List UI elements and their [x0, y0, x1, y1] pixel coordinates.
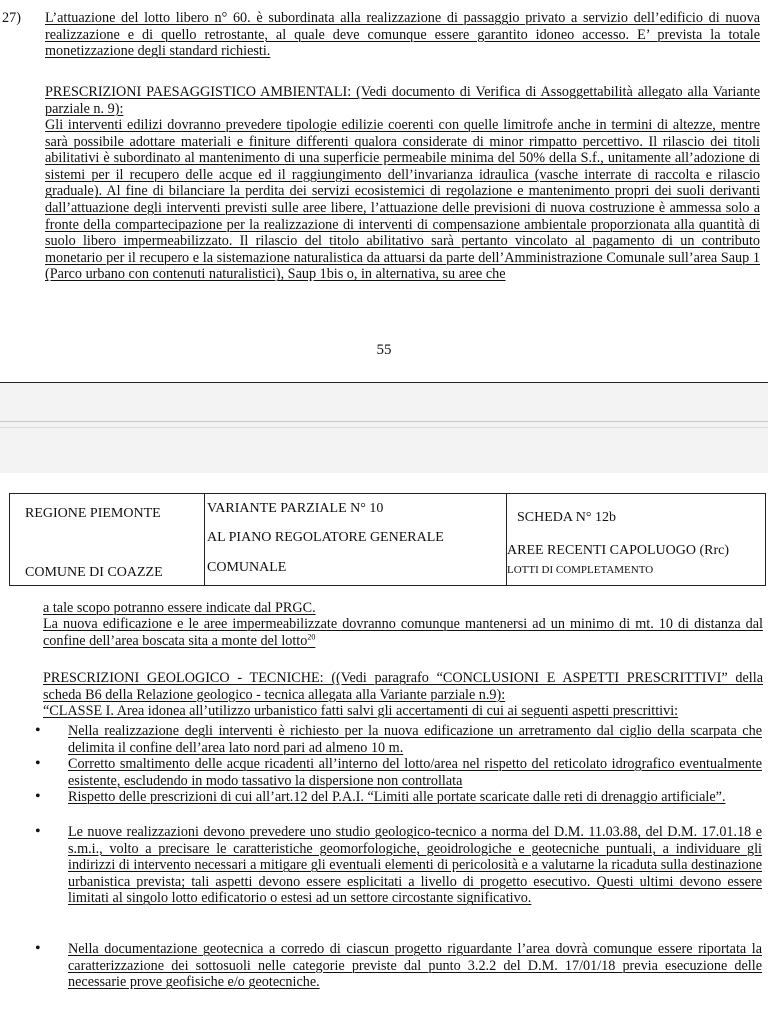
document-header-table: [9, 493, 766, 586]
page-divider: [0, 421, 768, 422]
bullet-item: Corretto smaltimento delle acque ricadenti all’interno del lotto/area nel rispetto del reticolato idrografico eventualmente esistente, escludendo in modo tassativo la dispersione non controllata: [68, 756, 762, 789]
bullet-item: Le nuove realizzazioni devono prevedere uno studio geologico-tecnico a norma del D.M. 11.03.88, del D.M. 17.01.18 e s.m.i., volto a precisare le caratteristiche geomorfologiche, geoidrologiche e geotecniche puntuali, a individuare gli indirizzi di intervento necessari a mitigare gli eventuali elementi di pericolosità e a valutarne la ricaduta sulla destinazione urbanistica prevista; tali aspetti devono essere esplicitati a livello di progetto esecutivo. Questi ultimi devono essere limitati al singolo lotto edificatorio o estesi ad un settore circostante significativo.: [68, 824, 762, 907]
page-gap: [0, 383, 768, 473]
landscape-prescriptions-body: Gli interventi edilizi dovranno prevedere tipologie edilizie coerenti con quelle limitrofe anche in termini di altezze, mentre sarà possibile adottare materiali e finiture differenti qualora considerate di minor rimpatto percettivo. Il rilascio dei titoli abilitativi è subordinato al mantenimento di una superficie permeabile minima del 50% della S.f., unitamente all’adozione di sistemi per il recupero delle acque ed il raggiungimento dell’invarianza idraulica (vasche interrate di raccolta e rilascio graduale). Al fine di bilanciare la perdita dei servizi ecosistemici di regolazione e mantenimento propri dei suoli derivanti dall’attuazione degli interventi previsti sulle aree libere, l’attuazione delle previsioni di nuova costruzione è ammessa solo a fronte della compartecipazione per la realizzazione di interventi di compensazione ambientale proporzionata alla quantità di suolo libero impermeabilizzato. Il rilascio del titolo abilitativo sarà pertanto vincolato al pagamento di un contributo monetario per il recupero e la sistemazione naturalistica da attuarsi da parte dell’Amministrazione Comunale sull’area Saup 1 (Parco urbano con contenuti naturalistici), Saup 1bis o, in alternativa, su aree che: [45, 117, 760, 283]
variante-line-2: AL PIANO REGOLATORE GENERALE: [207, 530, 444, 545]
region-label: REGIONE PIEMONTE: [25, 506, 161, 521]
bullet-item: Nella realizzazione degli interventi è richiesto per la nuova edificazione un arretramento dal ciglio della scarpata che delimita il confine dell’area lato nord pari ad almeno 10 m.: [68, 723, 762, 756]
current-page: [0, 473, 768, 1024]
bullet-item: Rispetto delle prescrizioni di cui all’art.12 del P.A.I. “Limiti alle portate scaricate dalle reti di drenaggio artificiale”.: [68, 789, 726, 805]
scheda-label: SCHEDA N° 12b: [517, 510, 616, 525]
header-cell-scheda: [507, 494, 765, 585]
page-number: 55: [376, 342, 392, 358]
geological-prescriptions-heading: PRESCRIZIONI GEOLOGICO - TECNICHE: ((Vedi paragrafo “CONCLUSIONI E ASPETTI PRESCRITTIVI” della scheda B6 della Relazione geologico - tecnica allegata alla Variante parziale n.9):: [43, 670, 763, 703]
variante-line-3: COMUNALE: [207, 560, 287, 575]
bullet-marker: •: [35, 755, 41, 772]
bullet-item: Nella documentazione geotecnica a corredo di ciascun progetto riguardante l’area dovrà comunque essere riportata la caratterizzazione dei sottosuoli nelle categorie previste dal punto 3.2.2 del D.M. 17/01/18 previa esecuzione delle necessarie prove geofisiche e/o geotecniche.: [68, 941, 762, 991]
bullet-marker: •: [35, 940, 41, 957]
continuation-text: a tale scopo potranno essere indicate dal PRGC.: [43, 600, 316, 616]
landscape-prescriptions-heading: PRESCRIZIONI PAESAGGISTICO AMBIENTALI: (Vedi documento di Verifica di Assoggettabilità allegato alla Variante parziale n. 9):: [45, 84, 760, 117]
lotto-paragraph: L’attuazione del lotto libero n° 60. è subordinata alla realizzazione di passaggio privato a servizio dell’edificio di nuova realizzazione e di quello retrostante, al quale deve comunque essere garantito idoneo accesso. E’ prevista la totale monetizzazione degli standard richiesti.: [45, 10, 760, 60]
comune-label: COMUNE DI COAZZE: [25, 565, 163, 580]
variante-line-1: VARIANTE PARZIALE N° 10: [207, 501, 384, 516]
header-cell-variante: [205, 494, 507, 585]
boscata-distance-text: La nuova edificazione e le aree impermeabilizzate dovranno comunque mantenersi ad un minimo di mt. 10 di distanza dal confine dell’area boscata sita a monte del lotto: [43, 616, 763, 649]
classe-text: “CLASSE I. Area idonea all’utilizzo urbanistico fatti salvi gli accertamenti di cui ai seguenti aspetti prescrittivi:: [43, 703, 679, 719]
boscata-distance-paragraph: [43, 616, 763, 649]
header-cell-region: [10, 494, 205, 585]
footnote-ref[interactable]: 20: [307, 631, 316, 641]
lotti-label: LOTTI DI COMPLETAMENTO: [507, 564, 654, 576]
page-divider-shadow: [0, 427, 768, 428]
aree-label: AREE RECENTI CAPOLUOGO (Rrc): [507, 543, 730, 558]
previous-page: [0, 0, 768, 383]
item-number: 27): [2, 10, 21, 26]
bullet-marker: •: [35, 788, 41, 805]
bullet-marker: •: [35, 823, 41, 840]
bullet-marker: •: [35, 722, 41, 739]
